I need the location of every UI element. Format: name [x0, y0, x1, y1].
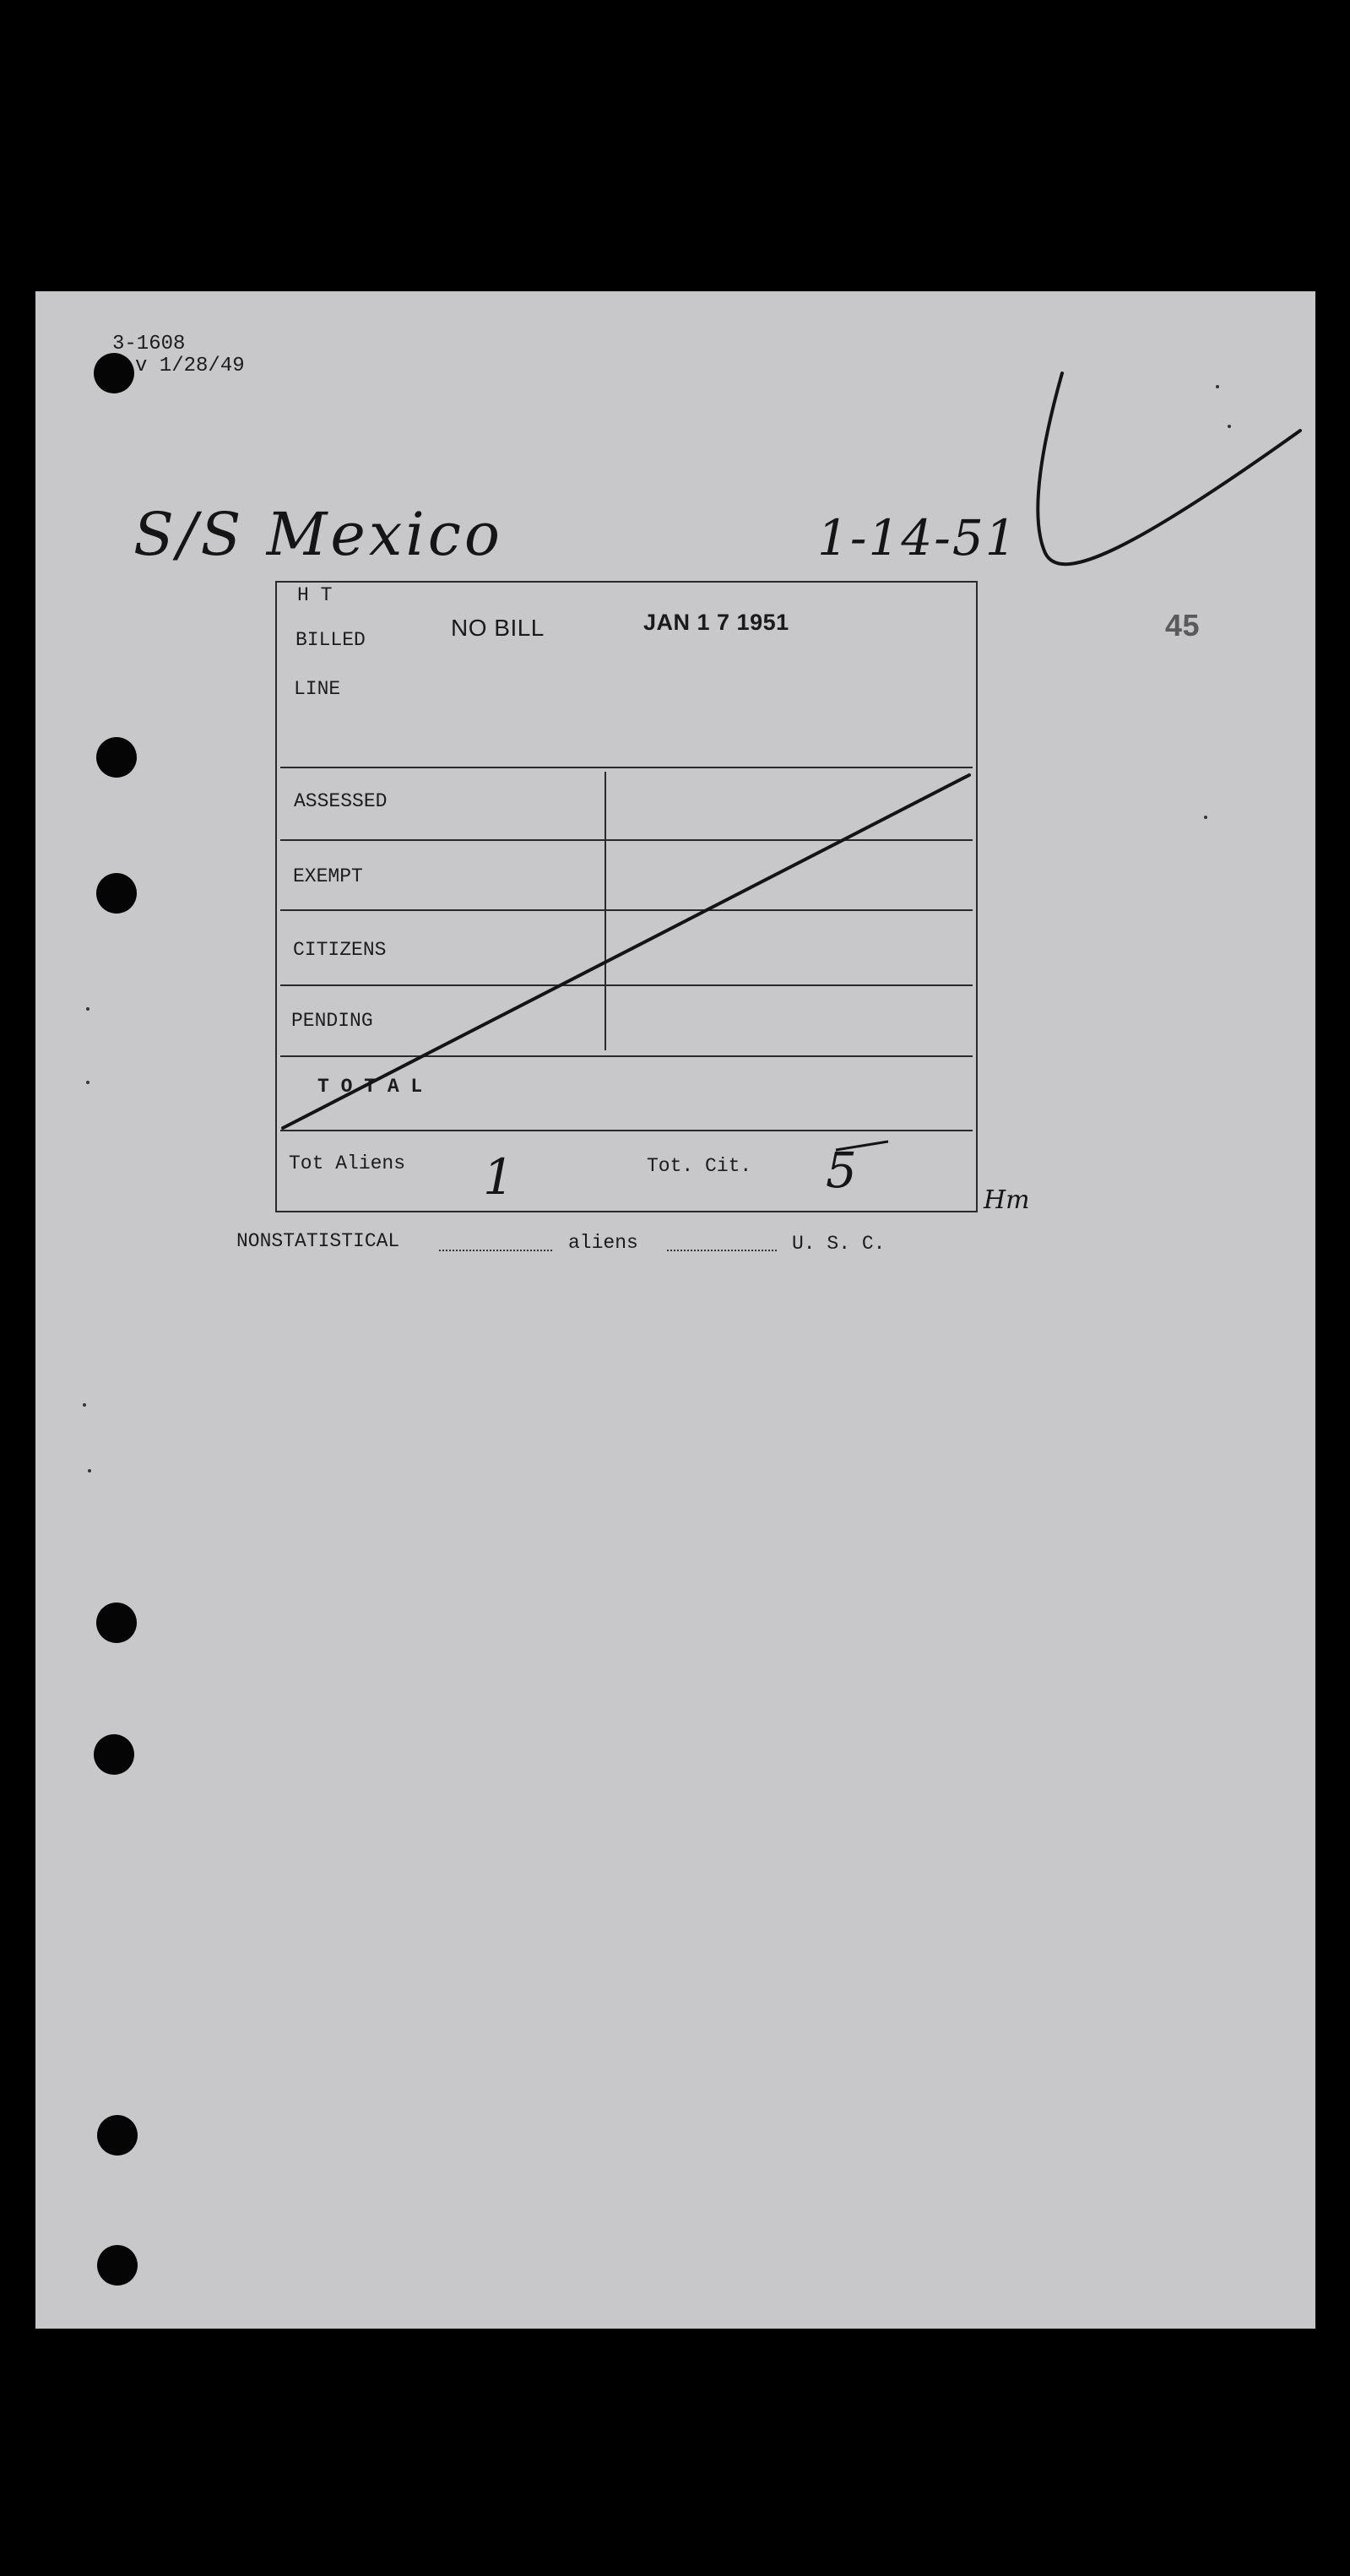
punch-hole [96, 873, 137, 914]
label-total: T O T A L [317, 1076, 423, 1098]
label-tot-cit: Tot. Cit. [647, 1155, 752, 1177]
handwritten-date: 1-14-51 [817, 509, 1018, 567]
tot-cit-value: 5 [826, 1142, 857, 1199]
punch-hole [96, 1603, 137, 1643]
punch-hole [96, 737, 137, 778]
label-usc: U. S. C. [792, 1233, 886, 1255]
ship-name: S/S Mexico [133, 500, 504, 569]
label-nonstatistical: NONSTATISTICAL [236, 1230, 400, 1252]
punch-hole [97, 2245, 138, 2286]
label-ht: H T [297, 584, 333, 606]
label-pending: PENDING [291, 1010, 373, 1032]
label-exempt: EXEMPT [293, 865, 363, 887]
form-revision: v 1/28/49 [135, 355, 245, 377]
label-citizens: CITIZENS [293, 939, 387, 961]
tot-aliens-value: 1 [483, 1148, 514, 1206]
label-tot-aliens: Tot Aliens [289, 1152, 406, 1174]
punch-hole [94, 353, 134, 393]
document-page [35, 291, 1315, 2329]
initials: Hm [984, 1185, 1030, 1215]
punch-hole [97, 2115, 138, 2156]
label-billed: BILLED [295, 629, 366, 651]
nonstatistical-blank [439, 1250, 552, 1251]
no-bill-stamp: NO BILL [451, 615, 545, 641]
label-line: LINE [294, 678, 341, 700]
label-assessed: ASSESSED [294, 790, 388, 812]
punch-hole [94, 1734, 134, 1775]
date-stamp: JAN 1 7 1951 [643, 610, 789, 635]
form-number: 3-1608 [112, 333, 186, 355]
aliens-blank [667, 1250, 777, 1251]
page-number: 45 [1165, 608, 1201, 643]
label-aliens: aliens [568, 1232, 638, 1254]
